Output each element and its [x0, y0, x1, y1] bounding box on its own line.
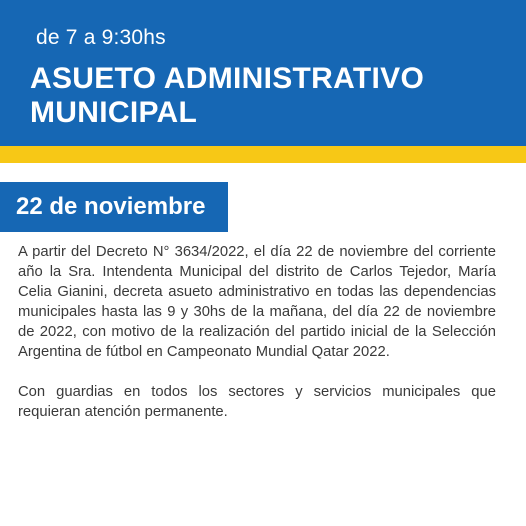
date-badge-label: 22 de noviembre [16, 193, 206, 220]
announcement-body [18, 242, 496, 422]
date-badge [0, 182, 228, 232]
announcement-paragraph-2: Con guardias en todos los sectores y servicios municipales que requieran atención permanente. [18, 384, 496, 420]
header-subtitle: de 7 a 9:30hs [36, 26, 166, 49]
announcement-paragraph-1: A partir del Decreto N° 3634/2022, el día 22 de noviembre del corriente año la Sra. Intendenta Municipal del distrito de Carlos Tejedor, María Celia Gianini, decreta asueto administrativo en todas las dependencias municipales hasta las 9 y 30hs de la mañana, del día 22 de noviembre de 2022, con motivo de la realización del partido inicial de la Selección Argentina de fútbol en Campeonato Mundial Qatar 2022. [18, 244, 496, 360]
page-title [30, 62, 510, 130]
page-title-line-1: ASUETO ADMINISTRATIVO [30, 62, 425, 95]
accent-stripe [0, 146, 526, 163]
header-banner [0, 0, 526, 146]
page-title-line-2: MUNICIPAL [30, 96, 198, 129]
